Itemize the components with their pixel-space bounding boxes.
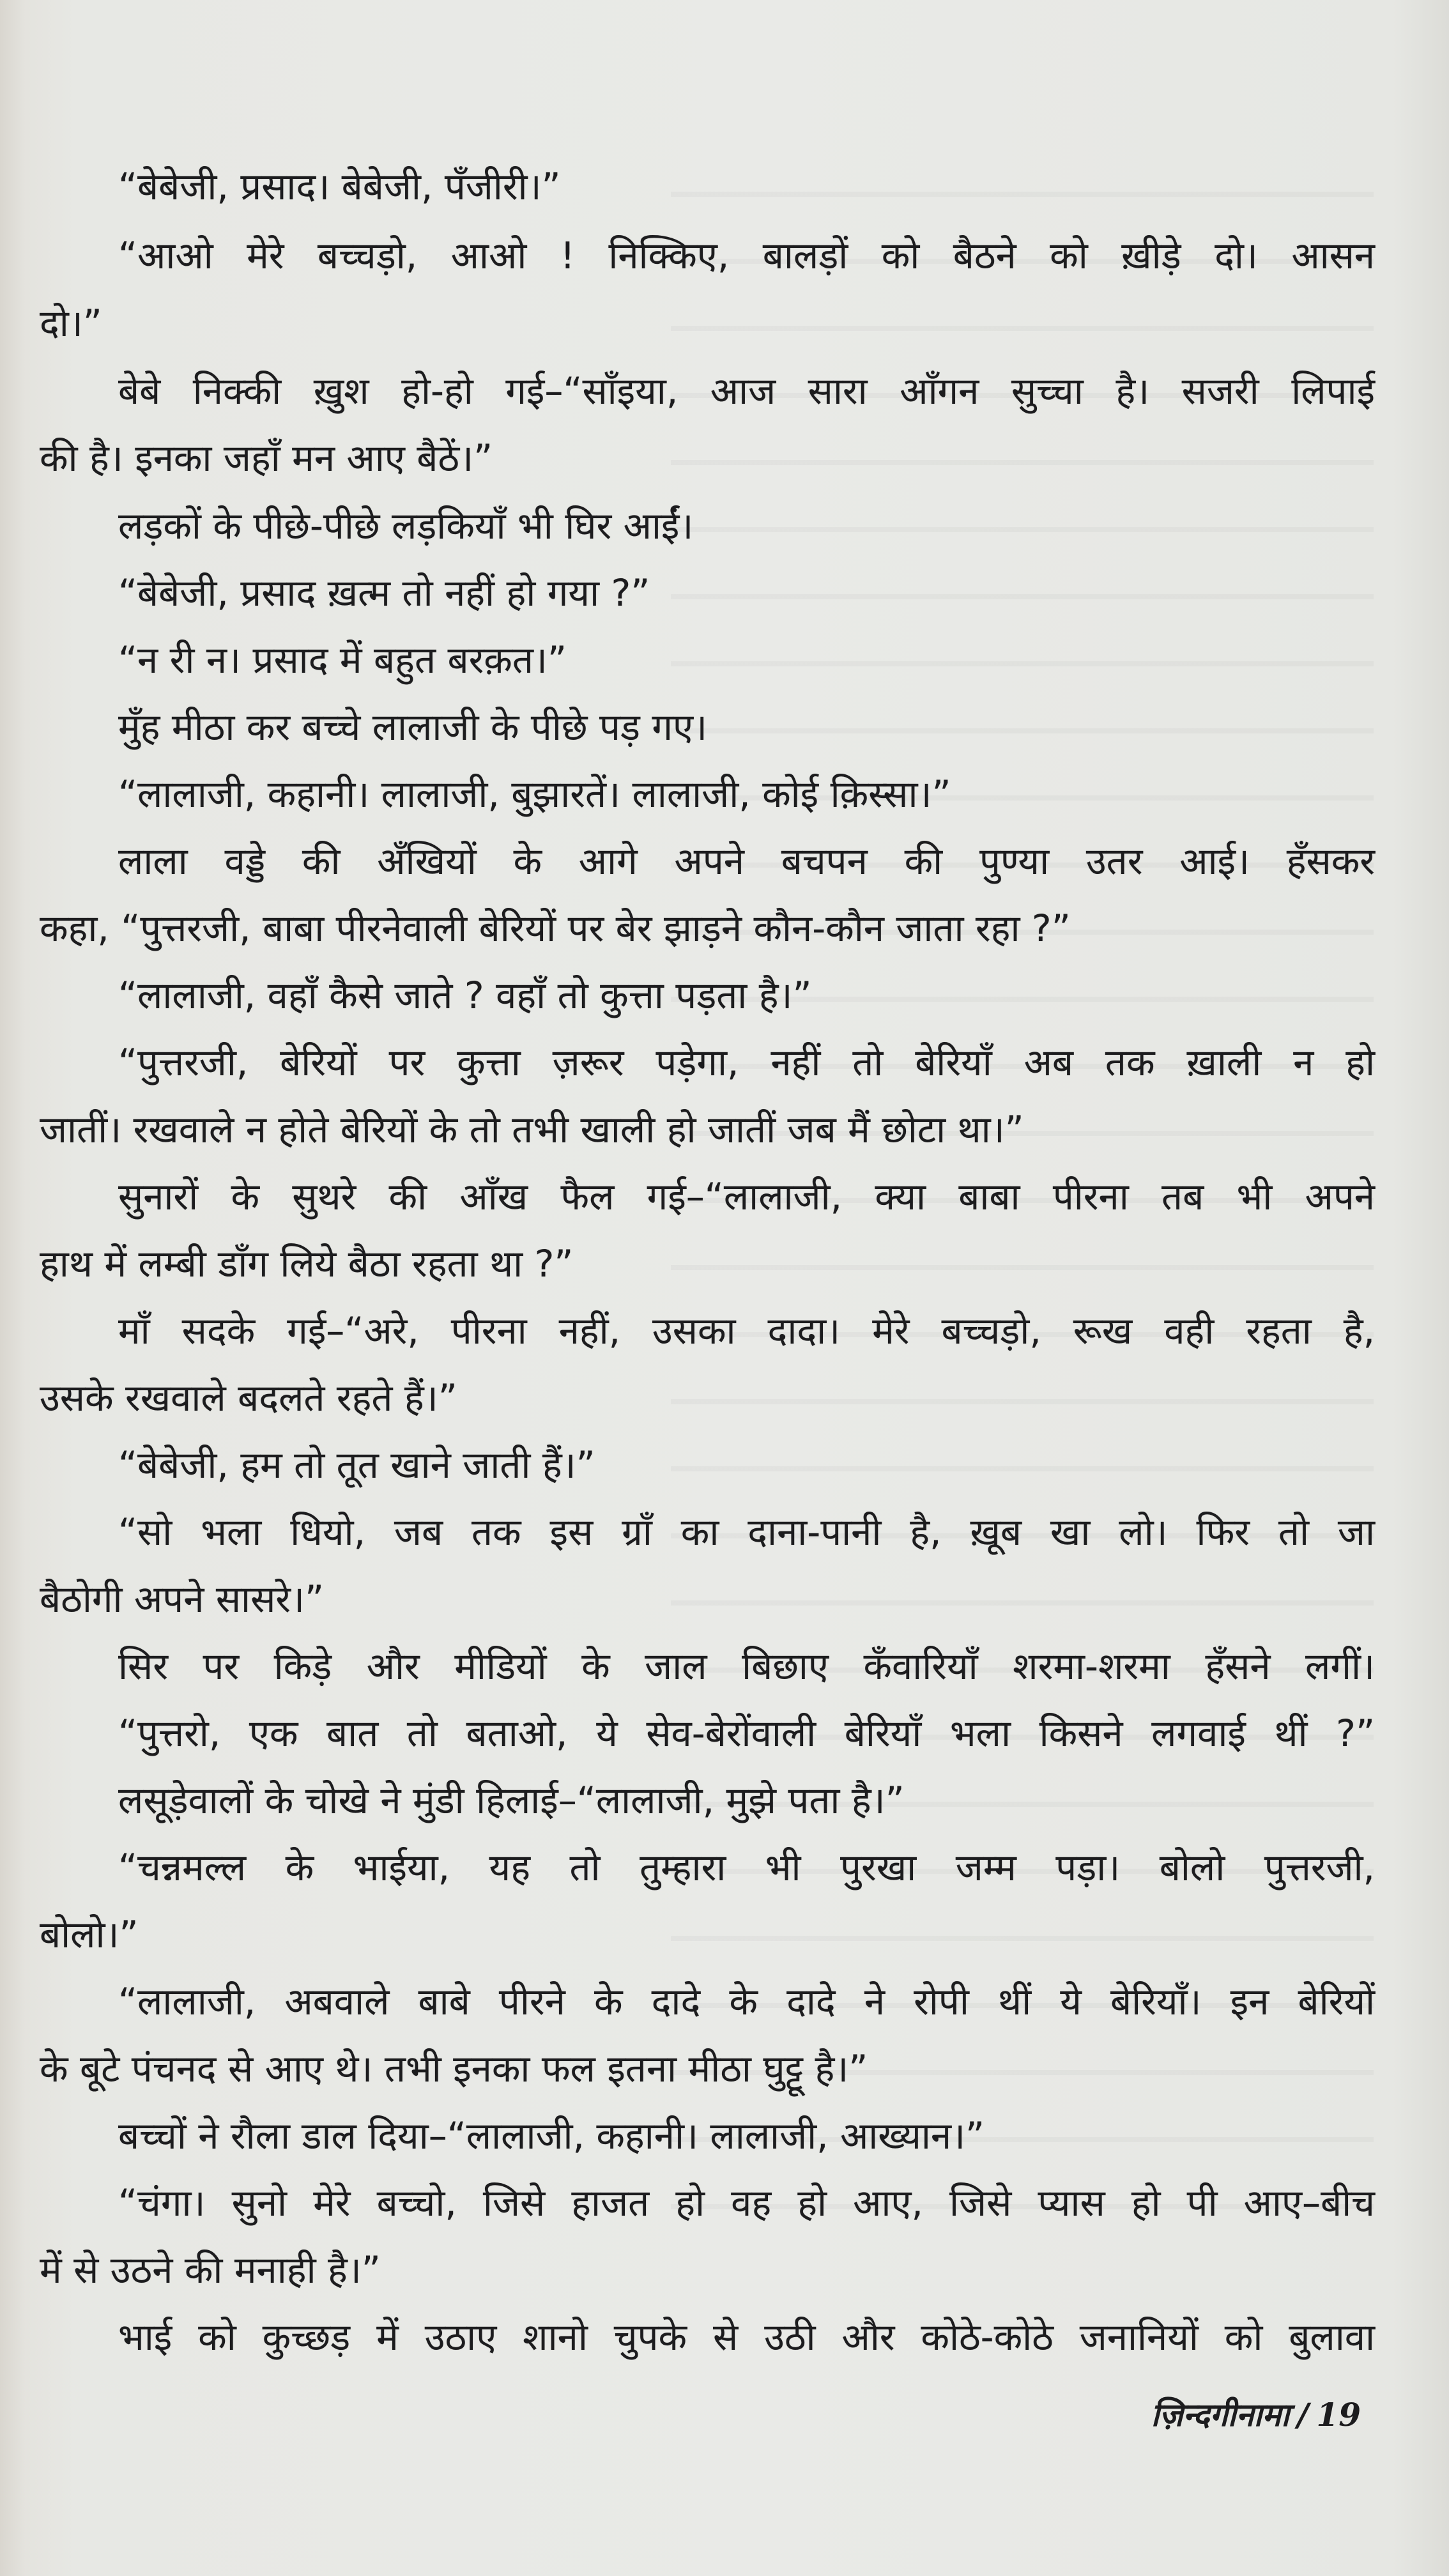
book-title: ज़िन्दगीनामा bbox=[1151, 2396, 1290, 2434]
text-line: लड़कों के पीछे-पीछे लड़कियाँ भी घिर आईं। bbox=[118, 504, 694, 548]
text-line: “चंगा। सुनो मेरे बच्चो, जिसे हाजत हो वह हो आए, जिसे प्यास हो पी आए–बीच bbox=[118, 2181, 1375, 2225]
text-line: उसके रखवाले बदलते रहते हैं।” bbox=[40, 1376, 457, 1420]
text-line: सुनारों के सुथरे की आँख फैल गई–“लालाजी, क्या बाबा पीरना तब भी अपने bbox=[118, 1175, 1375, 1218]
text-line: माँ सदके गई–“अरे, पीरना नहीं, उसका दादा। मेरे बच्चड़ो, रूख वही रहता है, bbox=[118, 1309, 1375, 1353]
text-line: “सो भला धियो, जब तक इस ग्राँ का दाना-पानी है, ख़ूब खा लो। फिर तो जा bbox=[118, 1510, 1375, 1554]
text-line: “बेबेजी, प्रसाद। बेबेजी, पँजीरी।” bbox=[118, 165, 561, 208]
text-line: लाला वड्डे की अँखियों के आगे अपने बचपन की पुण्या उतर आई। हँसकर bbox=[118, 839, 1375, 883]
text-line: “लालाजी, कहानी। लालाजी, बुझारतें। लालाजी, कोई क़िस्सा।” bbox=[118, 772, 951, 816]
text-line: बच्चों ने रौला डाल दिया–“लालाजी, कहानी। लालाजी, आख्यान।” bbox=[118, 2114, 985, 2158]
text-line: “चन्नमल्ल के भाईया, यह तो तुम्हारा भी पुरखा जम्म पड़ा। बोलो पुत्तरजी, bbox=[118, 1846, 1375, 1889]
text-line: “लालाजी, वहाँ कैसे जाते ? वहाँ तो कुत्ता पड़ता है।” bbox=[118, 974, 812, 1017]
text-line: “न री न। प्रसाद में बहुत बरक़त।” bbox=[118, 638, 567, 682]
running-footer bbox=[1151, 2389, 1361, 2441]
text-line: “लालाजी, अबवाले बाबे पीरने के दादे के दादे ने रोपी थीं ये बेरियाँ। इन बेरियों bbox=[118, 1980, 1375, 2023]
text-line: “बेबेजी, हम तो तूत खाने जाती हैं।” bbox=[118, 1443, 595, 1487]
text-line: भाई को कुच्छड़ में उठाए शानो चुपके से उठी और कोठे-कोठे जनानियों को बुलावा bbox=[118, 2315, 1375, 2359]
text-line: के बूटे पंचनद से आए थे। तभी इनका फल इतना मीठा घुट्टू है।” bbox=[40, 2047, 868, 2090]
text-line: “पुत्तरजी, बेरियों पर कुत्ता ज़रूर पड़ेगा, नहीं तो बेरियाँ अब तक ख़ाली न हो bbox=[118, 1041, 1375, 1084]
text-line: की है। इनका जहाँ मन आए बैठें।” bbox=[40, 436, 493, 480]
text-line: “आओ मेरे बच्चड़ो, आओ ! निक्किए, बालड़ों को बैठने को ख़ीड़े दो। आसन bbox=[118, 234, 1375, 277]
text-line: में से उठने की मनाही है।” bbox=[40, 2248, 381, 2292]
text-line: “पुत्तरो, एक बात तो बताओ, ये सेव-बेरोंवाली बेरियाँ भला किसने लगवाई थीं ?” bbox=[118, 1712, 1375, 1755]
text-line: लसूड़ेवालों के चोखे ने मुंडी हिलाई–“लालाजी, मुझे पता है।” bbox=[118, 1779, 905, 1822]
text-line: कहा, “पुत्तरजी, बाबा पीरनेवाली बेरियों पर बेर झाड़ने कौन-कौन जाता रहा ?” bbox=[40, 907, 1071, 950]
text-line: जातीं। रखवाले न होते बेरियों के तो तभी खाली हो जातीं जब मैं छोटा था।” bbox=[40, 1108, 1024, 1151]
text-line: मुँह मीठा कर बच्चे लालाजी के पीछे पड़ गए। bbox=[118, 705, 708, 749]
text-line: बेबे निक्की ख़ुश हो-हो गई–“साँइया, आज सारा आँगन सुच्चा है। सजरी लिपाई bbox=[118, 369, 1375, 413]
text-line: बोलो।” bbox=[40, 1913, 139, 1956]
footer-separator: / bbox=[1297, 2396, 1309, 2434]
page-number: 19 bbox=[1316, 2396, 1361, 2434]
text-line: हाथ में लम्बी डाँग लिये बैठा रहता था ?” bbox=[40, 1242, 574, 1285]
text-line: “बेबेजी, प्रसाद ख़त्म तो नहीं हो गया ?” bbox=[118, 571, 650, 615]
text-line: दो।” bbox=[40, 302, 102, 345]
text-line: बैठोगी अपने सासरे।” bbox=[40, 1577, 325, 1621]
text-line: सिर पर किड़े और मीडियों के जाल बिछाए कँवारियाँ शरमा-शरमा हँसने लगीं। bbox=[118, 1644, 1375, 1688]
